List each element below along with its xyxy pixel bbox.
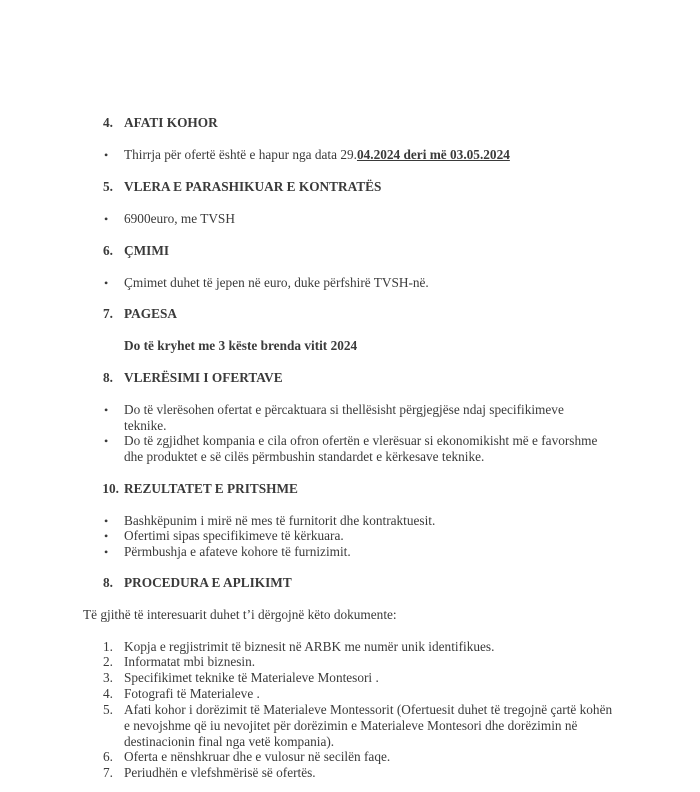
document-item: Afati kohor i dorëzimit të Materialeve Montessorit (Ofertuesit duhet të tregojnë çartë kohën e nevojshme që iu nevojitet për dorëzimin e Materialeve Montesori dhe dorëzimin në destinacionin final nga vetë kompania).: [124, 702, 613, 749]
section-number: 4.: [103, 115, 113, 130]
result-item: Përmbushja e afateve kohore të furnizimit.: [124, 544, 351, 559]
list-number: 1.: [103, 639, 113, 654]
bullet-icon: •: [104, 434, 109, 448]
section-heading: PAGESA: [124, 306, 177, 321]
section-number: 6.: [103, 243, 113, 258]
evaluation-item: Do të zgjidhet kompania e cila ofron ofertën e vlerësuar si ekonomikisht më e favorshme dhe produktet e së cilës përmbushin standardet e kërkesave teknike.: [124, 433, 598, 464]
bullet-icon: •: [104, 403, 109, 417]
section-heading: VLERA E PARASHIKUAR E KONTRATËS: [124, 179, 382, 194]
section-number: 8.: [103, 370, 113, 385]
section-heading: ÇMIMI: [124, 243, 170, 258]
contract-value-text: 6900euro, me TVSH: [124, 211, 235, 226]
document-item: Fotografi të Materialeve .: [124, 686, 260, 701]
section-number: 7.: [103, 306, 113, 321]
bullet-icon: •: [104, 212, 109, 226]
list-number: 7.: [103, 765, 113, 780]
bullet-icon: •: [104, 514, 109, 528]
evaluation-item: Do të vlerësohen ofertat e përcaktuara si thellësisht përgjegjëse ndaj specifikimeve teknike.: [124, 402, 564, 433]
document-item: Periudhën e vlefshmërisë së ofertës.: [124, 765, 316, 780]
procedure-intro: Të gjithë të interesuarit duhet t’i dërgojnë këto dokumente:: [83, 607, 397, 622]
section-heading: REZULTATET E PRITSHME: [124, 481, 298, 496]
document-item: Informatat mbi biznesin.: [124, 654, 256, 669]
bullet-icon: •: [104, 148, 109, 162]
price-text: Çmimet duhet të jepen në euro, duke përfshirë TVSH-në.: [124, 275, 429, 290]
list-number: 4.: [103, 686, 113, 701]
section-number: 10.: [102, 481, 119, 496]
bullet-icon: •: [104, 545, 109, 559]
bullet-icon: •: [104, 529, 109, 543]
document-item: Oferta e nënshkruar dhe e vulosur në secilën faqe.: [124, 749, 391, 764]
result-item: Ofertimi sipas specifikimeve të kërkuara.: [124, 528, 344, 543]
document-item: Specifikimet teknike të Materialeve Montesori .: [124, 670, 379, 685]
list-number: 6.: [103, 749, 113, 764]
deadline-dates: 04.2024 deri më 03.05.2024: [356, 147, 510, 162]
payment-text: Do të kryhet me 3 këste brenda vitit 2024: [124, 338, 358, 353]
list-number: 2.: [103, 654, 113, 669]
section-heading: AFATI KOHOR: [124, 115, 218, 130]
list-number: 5.: [103, 702, 113, 717]
section-number: 5.: [103, 179, 113, 194]
bullet-icon: •: [104, 276, 109, 290]
section-heading: VLERËSIMI I OFERTAVE: [124, 370, 283, 385]
section-heading: PROCEDURA E APLIKIMT: [124, 575, 292, 590]
result-item: Bashkëpunim i mirë në mes të furnitorit dhe kontraktuesit.: [124, 513, 436, 528]
list-number: 3.: [103, 670, 113, 685]
document-item: Kopja e regjistrimit të biznesit në ARBK me numër unik identifikues.: [124, 639, 495, 654]
section-number: 8.: [103, 575, 113, 590]
deadline-text: Thirrja për ofertë është e hapur nga data 29.04.2024 deri më 03.05.2024: [124, 147, 510, 162]
